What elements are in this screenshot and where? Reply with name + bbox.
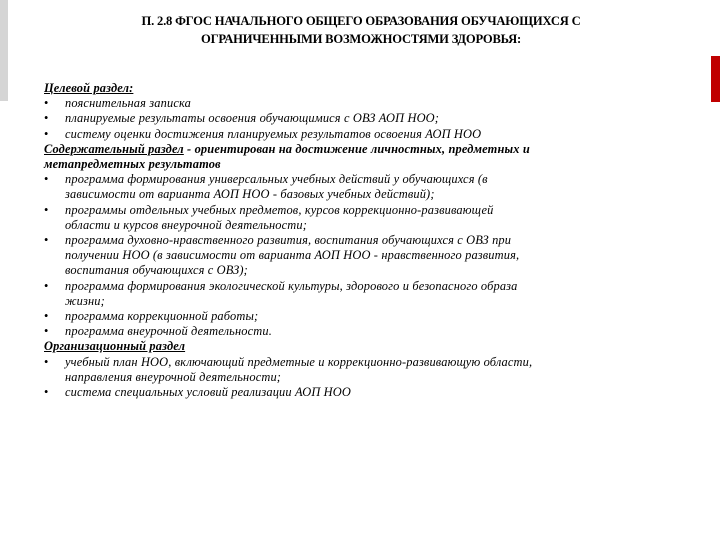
- list-item-text: воспитания обучающихся с ОВЗ);: [65, 263, 248, 278]
- list-item: [44, 127, 676, 142]
- page-title: [36, 12, 686, 48]
- bullet-marker: •: [44, 354, 49, 369]
- bullet-marker: •: [44, 385, 49, 400]
- org-section-heading: Организационный раздел: [44, 339, 186, 354]
- list-item: [44, 355, 676, 385]
- bullet-marker: •: [44, 96, 49, 111]
- list-item: [44, 324, 676, 339]
- title-line-2: ОГРАНИЧЕННЫМИ ВОЗМОЖНОСТЯМИ ЗДОРОВЬЯ:: [200, 32, 522, 46]
- document-body: [44, 81, 676, 400]
- bullet-marker: •: [44, 324, 49, 339]
- list-item-text: программа формирования экологической культуры, здорового и безопасного образа: [65, 278, 518, 293]
- list-item: [44, 279, 676, 309]
- list-item-text: система специальных условий реализации АОП НОО: [65, 385, 351, 400]
- list-item: [44, 203, 676, 233]
- list-item: [44, 96, 676, 111]
- list-item: [44, 233, 676, 279]
- list-item-text: программа формирования универсальных учебных действий у обучающихся (в: [65, 172, 488, 187]
- list-item-text: планируемые результаты освоения обучающимися с ОВЗ АОП НОО;: [65, 111, 440, 126]
- title-line-1: П. 2.8 ФГОС НАЧАЛЬНОГО ОБЩЕГО ОБРАЗОВАНИЯ ОБУЧАЮЩИХСЯ С: [141, 14, 581, 28]
- list-item-text: пояснительная записка: [65, 96, 191, 111]
- content-list: [44, 172, 676, 339]
- list-item: [44, 385, 676, 400]
- list-item-text: систему оценки достижения планируемых результатов освоения АОП НОО: [65, 126, 482, 141]
- content-section-heading: Содержательный раздел - ориентирован на достижение личностных, предметных и: [44, 141, 530, 156]
- bullet-marker: •: [44, 172, 49, 187]
- target-list: [44, 96, 676, 142]
- list-item-text: получении НОО (в зависимости от варианта АОП НОО - нравственного развития,: [65, 248, 520, 263]
- list-item-text: программа духовно-нравственного развития, воспитания обучающихся с ОВЗ при: [65, 233, 512, 248]
- list-item-text: учебный план НОО, включающий предметные и коррекционно-развивающую области,: [65, 354, 533, 369]
- org-list: [44, 355, 676, 401]
- content-section-desc: метапредметных результатов: [44, 157, 221, 172]
- bullet-marker: •: [44, 233, 49, 248]
- decorative-left-bar: [0, 0, 8, 101]
- list-item-text: программа внеурочной деятельности.: [65, 324, 272, 339]
- decorative-right-bar: [711, 56, 720, 102]
- list-item-text: жизни;: [65, 293, 105, 308]
- bullet-marker: •: [44, 126, 49, 141]
- bullet-marker: •: [44, 111, 49, 126]
- bullet-marker: •: [44, 202, 49, 217]
- list-item: [44, 172, 676, 202]
- bullet-marker: •: [44, 309, 49, 324]
- list-item-text: направления внеурочной деятельности;: [65, 369, 282, 384]
- list-item-text: области и курсов внеурочной деятельности;: [65, 217, 308, 232]
- target-section-heading: Целевой раздел:: [44, 81, 134, 95]
- list-item: [44, 111, 676, 126]
- bullet-marker: •: [44, 278, 49, 293]
- list-item-text: зависимости от варианта АОП НОО - базовых учебных действий);: [65, 187, 435, 202]
- list-item-text: программа коррекционной работы;: [65, 309, 259, 324]
- list-item-text: программы отдельных учебных предметов, курсов коррекционно-развивающей: [65, 202, 494, 217]
- list-item: [44, 309, 676, 324]
